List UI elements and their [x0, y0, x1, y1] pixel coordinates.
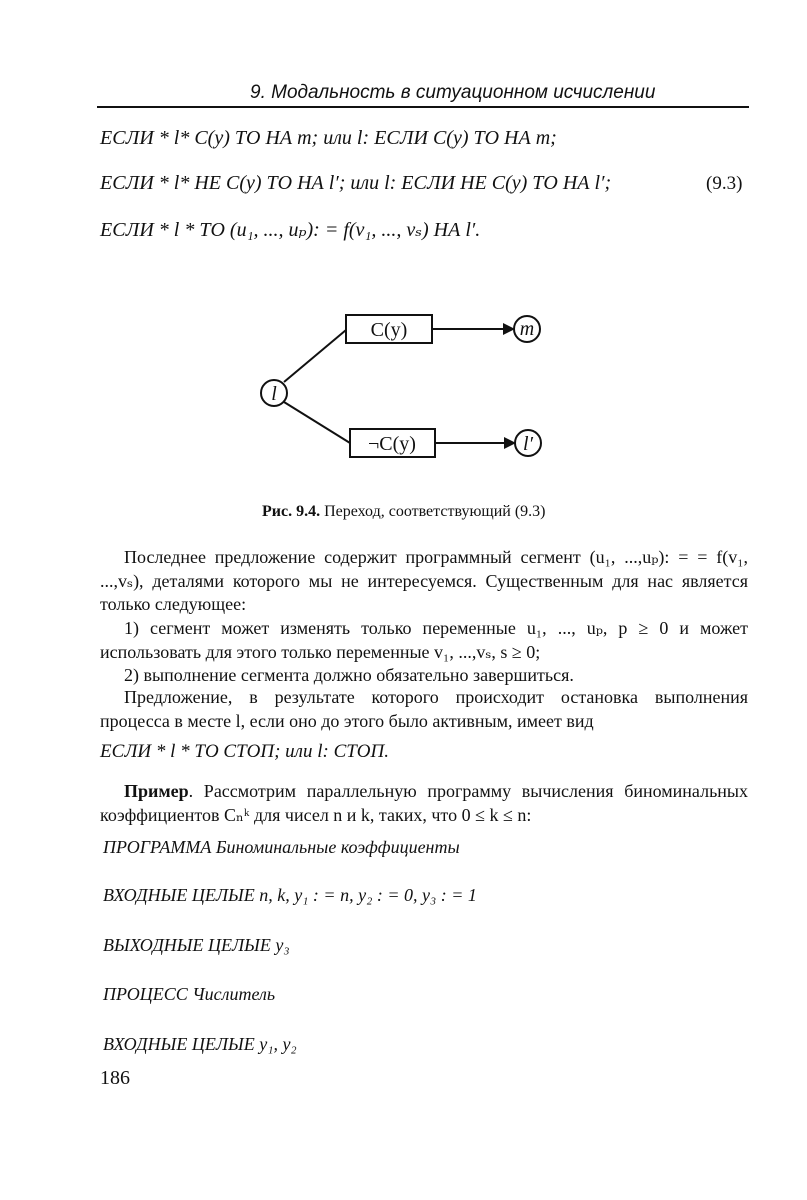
edge-l-to-notc — [284, 402, 350, 443]
formula-line-1: ЕСЛИ * l* C(y) ТО НА m; или l: ЕСЛИ C(y) ТО НА m; — [100, 127, 557, 149]
example-text: . Рассмотрим параллельную программу вычисления биноминальных коэффициентов Cₙᵏ для чисел n и k, таких, что 0 ≤ k ≤ n: — [100, 781, 748, 825]
program-line-4: ПРОЦЕСС Числитель — [103, 984, 276, 1004]
edge-l-to-c — [284, 330, 346, 382]
example-label: Пример — [124, 781, 189, 801]
node-lprime-label: l′ — [523, 433, 533, 455]
node-l-label: l — [271, 383, 277, 405]
stop-formula: ЕСЛИ * l * ТО СТОП; или l: СТОП. — [100, 741, 389, 762]
paragraph-4: Предложение, в результате которого происходит остановка выполнения процесса в месте l, если оно до этого было активным, имеет вид — [100, 687, 748, 731]
program-line-2: ВХОДНЫЕ ЦЕЛЫЕ n, k, y₁ : = n, y₂ : = 0, y₃ : = 1 — [103, 885, 477, 905]
box-notc-label: ¬C(y) — [368, 433, 416, 455]
program-line-5: ВХОДНЫЕ ЦЕЛЫЕ y₁, y₂ — [103, 1034, 297, 1054]
formula-line-2: ЕСЛИ * l* НЕ C(y) ТО НА l′; или l: ЕСЛИ НЕ C(y) ТО НА l′; — [100, 172, 612, 194]
arrowhead-m — [503, 323, 515, 335]
paragraph-1: Последнее предложение содержит программный сегмент (u₁, ...,uₚ): = = f(v₁, ...,vₛ), деталями которого мы не интересуемся. Существенным для нас является только следующее: — [100, 547, 748, 614]
formula-line-3: ЕСЛИ * l * ТО (u₁, ..., uₚ): = f(v₁, ..., vₛ) НА l′. — [100, 219, 481, 241]
box-c-label: C(y) — [370, 319, 408, 341]
running-header: 9. Модальность в ситуационном исчислении — [250, 82, 656, 103]
arrowhead-lprime — [504, 437, 516, 449]
caption-text: Переход, соответствующий (9.3) — [324, 503, 546, 520]
equation-number: (9.3) — [706, 173, 743, 194]
program-line-1: ПРОГРАММА Биноминальные коэффициенты — [103, 837, 460, 857]
node-m-label: m — [519, 318, 535, 340]
program-line-3: ВЫХОДНЫЕ ЦЕЛЫЕ y₃ — [103, 935, 290, 955]
paragraph-2: 1) сегмент может изменять только переменные u₁, ..., uₚ, p ≥ 0 и может использовать для этого только переменные v₁, ...,vₛ, s ≥ 0; — [100, 618, 748, 662]
caption-label: Рис. 9.4. — [262, 503, 321, 520]
page-number: 186 — [100, 1067, 130, 1089]
example-paragraph — [100, 780, 748, 827]
figure-caption — [262, 503, 546, 521]
paragraph-3: 2) выполнение сегмента должно обязательно завершиться. — [124, 665, 574, 685]
